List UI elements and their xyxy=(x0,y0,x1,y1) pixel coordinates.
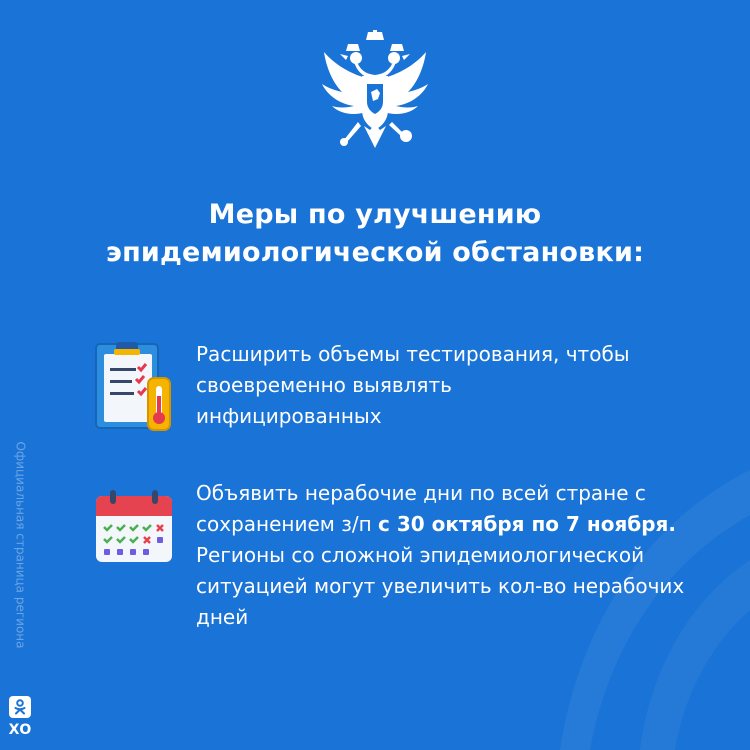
measure-testing-text: Расширить объемы тестирования, чтобы своевременно выявлять инфицированных xyxy=(196,342,630,428)
brand-mark: ХО xyxy=(8,722,32,738)
measure-nonworking-days-text xyxy=(196,478,716,633)
nonworking-text-end: Регионы со сложной эпидемиологической ситуацией могут увеличить кол-во нерабочих дней xyxy=(196,543,685,629)
title-line-2: эпидемиологической обстановки: xyxy=(105,237,645,268)
side-label-text: Официальная страница региона xyxy=(13,441,28,649)
russian-double-headed-eagle-icon xyxy=(318,30,432,154)
odnoklassniki-icon xyxy=(9,696,31,718)
clipboard-checklist-thermometer-icon xyxy=(94,340,174,432)
page-title xyxy=(0,196,750,272)
nonworking-text-start: Объявить нерабочие дни по всей стране с сохранением з/п xyxy=(196,481,646,536)
side-label xyxy=(13,410,27,680)
title-line-1: Меры по улучшению xyxy=(208,199,542,230)
nonworking-dates-bold: с 30 октября по 7 ноября. xyxy=(378,512,676,536)
calendar-icon xyxy=(94,488,174,564)
